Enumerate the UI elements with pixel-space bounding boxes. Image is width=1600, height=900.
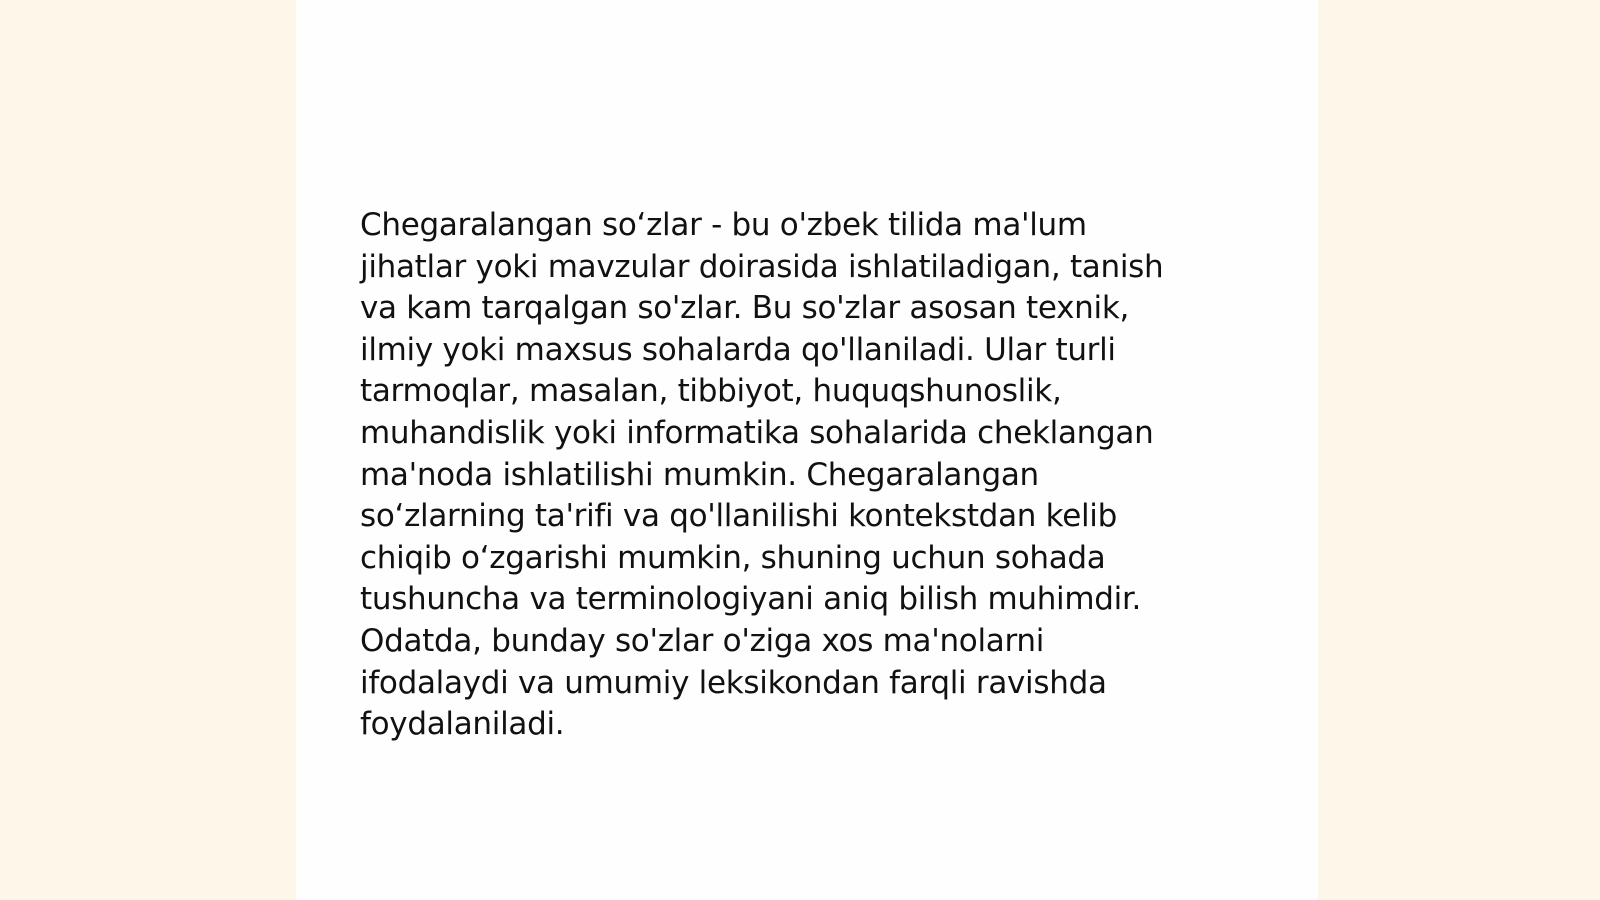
paragraph-line-12: ifodalaydi va umumiy leksikondan farqli ravishda bbox=[360, 664, 1107, 701]
paragraph-line-13: foydalaniladi. bbox=[360, 706, 565, 743]
paragraph-line-11: Odatda, bunday so'zlar o'ziga xos ma'nolarni bbox=[360, 622, 1045, 659]
paragraph-line-1: Chegaralangan so‘zlar - bu o'zbek tilida ma'lum bbox=[360, 207, 1087, 243]
paragraph-line-10: tushuncha va terminologiyani aniq bilish muhimdir. bbox=[360, 581, 1142, 618]
paragraph-line-3: va kam tarqalgan so'zlar. Bu so'zlar asosan texnik, bbox=[360, 290, 1130, 327]
paragraph-line-9: chiqib o‘zgarishi mumkin, shuning uchun sohada bbox=[360, 539, 1106, 576]
document-page bbox=[296, 0, 1318, 900]
left-margin-background bbox=[0, 0, 296, 900]
paragraph-line-5: tarmoqlar, masalan, tibbiyot, huquqshunoslik, bbox=[360, 373, 1062, 410]
paragraph-line-7: ma'noda ishlatilishi mumkin. Chegaralangan bbox=[360, 456, 1039, 493]
right-margin-background bbox=[1318, 0, 1600, 900]
paragraph-line-2: jihatlar yoki mavzular doirasida ishlatiladigan, tanish bbox=[360, 248, 1164, 285]
body-paragraph bbox=[360, 205, 1240, 746]
paragraph-line-8: so‘zlarning ta'rifi va qo'llanilishi kontekstdan kelib bbox=[360, 498, 1117, 535]
paragraph-line-4: ilmiy yoki maxsus sohalarda qo'llaniladi. Ular turli bbox=[360, 331, 1116, 368]
paragraph-line-6: muhandislik yoki informatika sohalarida cheklangan bbox=[360, 414, 1154, 451]
